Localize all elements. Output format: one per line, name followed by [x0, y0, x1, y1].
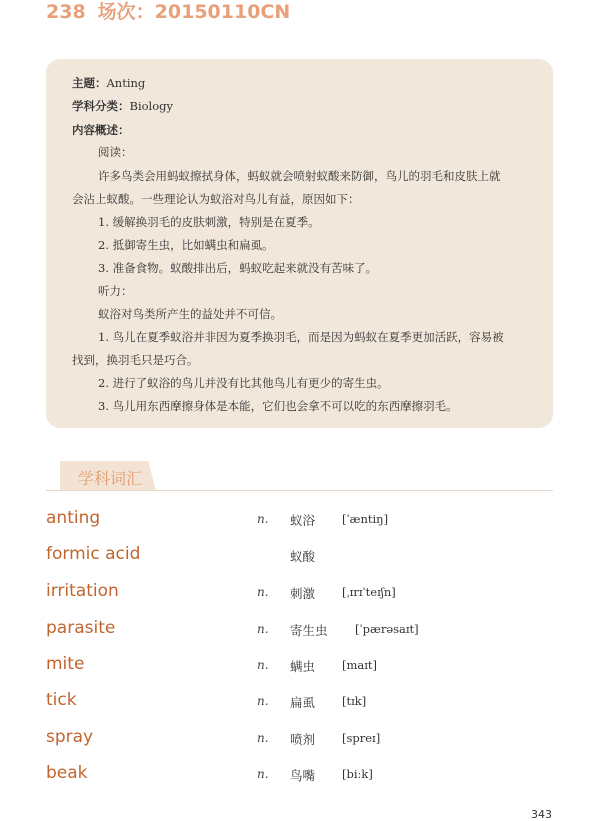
vocab-pos: n. [257, 658, 269, 672]
vocab-term: mite [46, 654, 85, 674]
listening-point-2: 2. 进行了蚁浴的鸟儿并没有比其他鸟儿有更少的寄生虫。 [98, 376, 389, 390]
topic-label: 主题： [72, 76, 107, 90]
topic-value: Anting [106, 76, 146, 90]
reading-para-line1: 许多鸟类会用蚂蚁擦拭身体，蚂蚁就会喷射蚁酸来防御，鸟儿的羽毛和皮肤上就 [98, 169, 501, 183]
vocab-term: beak [46, 763, 88, 783]
vocab-ipa: [ˈpærəsaɪt] [355, 622, 419, 636]
subject-row [72, 98, 173, 114]
vocab-term: anting [46, 508, 101, 528]
vocab-chinese: 蚁酸 [290, 549, 316, 564]
page-number: 343 [531, 808, 552, 821]
vocab-chinese: 喷剂 [290, 732, 316, 747]
vocab-chinese: 蚁浴 [290, 513, 316, 528]
vocab-divider [46, 490, 553, 491]
vocab-term: parasite [46, 618, 116, 638]
vocab-title: 学科词汇 [78, 469, 143, 488]
vocab-ipa: [maɪt] [342, 658, 378, 672]
page-header [46, 0, 290, 24]
vocab-pos: n. [257, 585, 269, 599]
vocab-ipa: [ˈæntiŋ] [342, 512, 389, 526]
vocab-pos: n. [257, 731, 269, 745]
listening-intro: 蚁浴对鸟类所产生的益处并不可信。 [98, 307, 282, 321]
reading-para-line2: 会沾上蚁酸。一些理论认为蚁浴对鸟儿有益，原因如下： [72, 192, 360, 206]
topic-row [72, 75, 145, 91]
reading-point-3: 3. 准备食物。蚁酸排出后，蚂蚁吃起来就没有苦味了。 [98, 261, 378, 275]
listening-point-3: 3. 鸟儿用东西摩擦身体是本能，它们也会拿不可以吃的东西摩擦羽毛。 [98, 399, 458, 413]
reading-point-2: 2. 抵御寄生虫，比如螨虫和扁虱。 [98, 238, 274, 252]
listening-point-1-line2: 找到，换羽毛只是巧合。 [72, 353, 199, 367]
vocab-chinese: 螨虫 [290, 659, 316, 674]
vocab-term: formic acid [46, 544, 141, 564]
listening-point-1-line1: 1. 鸟儿在夏季蚁浴并非因为夏季换羽毛，而是因为蚂蚁在夏季更加活跃，容易被 [98, 330, 504, 344]
vocab-chinese: 扁虱 [290, 695, 316, 710]
vocab-pos: n. [257, 512, 269, 526]
subject-label: 学科分类： [72, 99, 130, 113]
reading-label: 阅读： [98, 145, 133, 159]
reading-point-1: 1. 缓解换羽毛的皮肤刺激，特别是在夏季。 [98, 215, 320, 229]
summary-label: 内容概述： [72, 123, 130, 137]
vocab-ipa: [biːk] [342, 767, 373, 781]
vocab-ipa: [tɪk] [342, 694, 367, 708]
vocab-ipa: [ˌɪrɪˈteɪʃn] [342, 585, 396, 599]
vocab-ipa: [spreɪ] [342, 731, 381, 745]
vocab-term: irritation [46, 581, 119, 601]
vocab-pos: n. [257, 767, 269, 781]
header-page-number: 238 [46, 1, 86, 23]
vocab-pos: n. [257, 622, 269, 636]
vocab-chinese: 寄生虫 [290, 623, 328, 638]
listening-label: 听力： [98, 284, 133, 298]
vocab-chinese: 刺激 [290, 586, 316, 601]
summary-row [72, 122, 130, 138]
vocab-term: tick [46, 690, 77, 710]
vocab-pos: n. [257, 694, 269, 708]
content-summary-box [46, 59, 553, 428]
subject-value: Biology [129, 99, 174, 113]
vocab-chinese: 鸟嘴 [290, 768, 316, 783]
vocab-term: spray [46, 727, 94, 747]
header-session: 场次：20150110CN [97, 1, 291, 23]
